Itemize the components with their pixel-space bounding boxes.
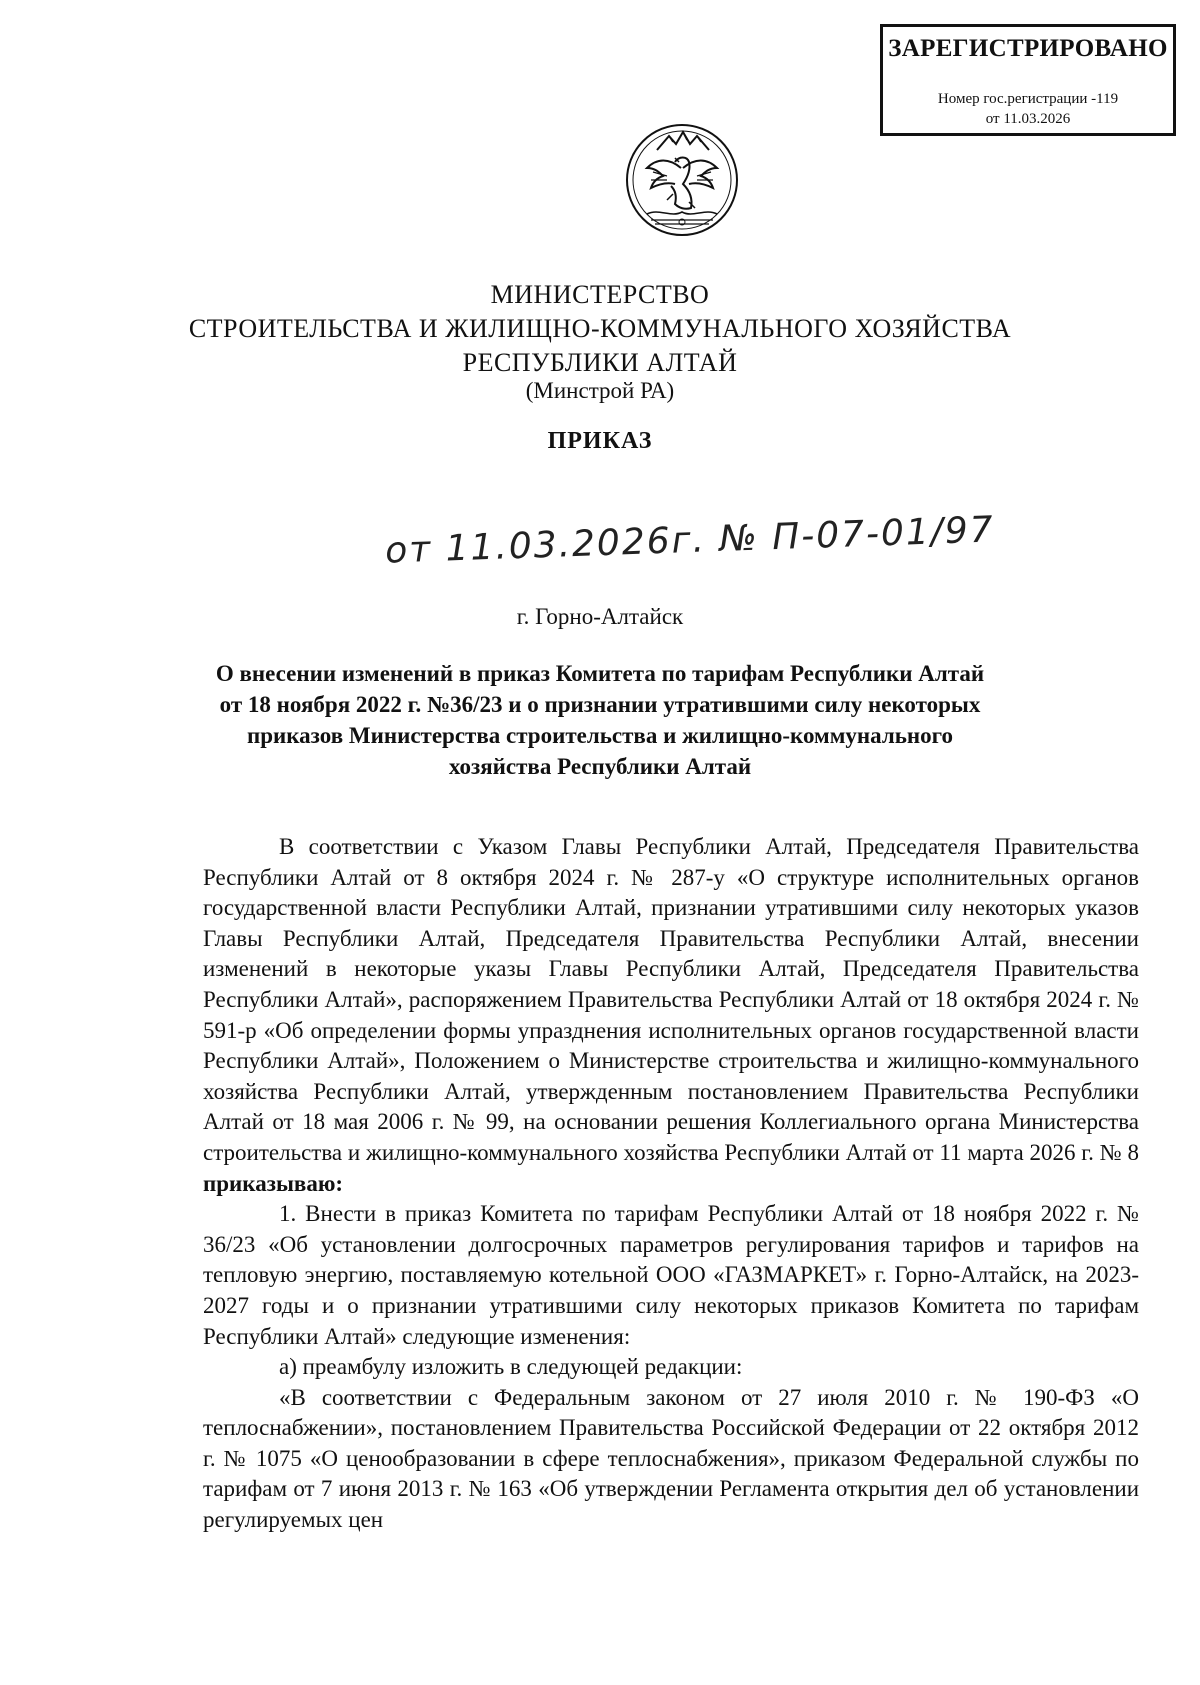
paragraph-item-a: а) преамбулу изложить в следующей редакции: bbox=[279, 1354, 743, 1380]
subject-line-4: хозяйства Республики Алтай bbox=[448, 754, 752, 779]
ministry-name bbox=[0, 278, 1200, 380]
preamble-text: В соответствии с Указом Главы Республики Алтай, Председателя Правительства Республики Алтай от 8 октября 2024 г. № 287-у «О структуре исполнительных органов государственной власти Республики Алтай, признании утратившими силу некоторых указов Главы Республики Алтай, Председателя Правительства Республики Алтай, внесении изменений в некоторые указы Главы Республики Алтай, Председателя Правительства Республики Алтай», распоряжением Правительства Республики Алтай от 18 октября 2024 г. № 591-р «Об определении формы упразднения исполнительных органов государственной власти Республики Алтай», Положением о Министерстве строительства и жилищно-коммунального хозяйства Республики Алтай, утвержденным постановлением Правительства Республики Алтай от 18 мая 2006 г. № 99, на основании решения Коллегиального органа Министерства строительства и жилищно-коммунального хозяйства Республики Алтай от 11 марта 2026 г. № 8 bbox=[203, 834, 1139, 1165]
stamp-reg-number: Номер гос.регистрации -119 bbox=[937, 91, 1119, 107]
subject-line-3: приказов Министерства строительства и жилищно-коммунального bbox=[246, 723, 954, 748]
stamp-title: ЗАРЕГИСТРИРОВАНО bbox=[888, 35, 1168, 62]
ministry-line-3: РЕСПУБЛИКИ АЛТАЙ bbox=[462, 348, 738, 377]
handwritten-date-number: от 11.03.2026г. № П-07-01/97 bbox=[384, 509, 996, 572]
document-body bbox=[203, 832, 1139, 1536]
order-word: приказываю: bbox=[203, 1170, 344, 1196]
registration-stamp bbox=[880, 24, 1176, 136]
document-subject bbox=[0, 658, 1200, 782]
ministry-abbreviation: (Минстрой РА) bbox=[525, 378, 675, 403]
document-type: ПРИКАЗ bbox=[547, 428, 653, 454]
paragraph-new-preamble: «В соответствии с Федеральным законом от 27 июля 2010 г. № 190-ФЗ «О теплоснабжении», постановлением Правительства Российской Федерации от 22 октября 2012 г. № 1075 «О ценообразовании в сфере теплоснабжения», приказом Федеральной службы по тарифам от 7 июня 2013 г. № 163 «Об утверждении Регламента открытия дел об установлении регулируемых цен bbox=[203, 1384, 1139, 1533]
ministry-line-1: МИНИСТЕРСТВО bbox=[490, 280, 710, 309]
stamp-reg-date: от 11.03.2026 bbox=[985, 111, 1071, 127]
paragraph-item-1: 1. Внести в приказ Комитета по тарифам Республики Алтай от 18 ноября 2022 г. № 36/23 «Об установлении долгосрочных параметров регулирования тарифов и тарифов на тепловую энергию, поставляемую котельной ООО «ГАЗМАРКЕТ» г. Горно-Алтайск, на 2023-2027 годы и о признании утратившими силу некоторых приказов Комитета по тарифам Республики Алтай» следующие изменения: bbox=[203, 1201, 1139, 1349]
coat-of-arms-icon bbox=[623, 118, 741, 248]
paragraph-preamble bbox=[203, 832, 1139, 1199]
subject-line-2: от 18 ноября 2022 г. №36/23 и о признании утратившими силу некоторых bbox=[219, 692, 981, 717]
city: г. Горно-Алтайск bbox=[516, 604, 684, 629]
ministry-line-2: СТРОИТЕЛЬСТВА И ЖИЛИЩНО-КОММУНАЛЬНОГО ХОЗЯЙСТВА bbox=[188, 314, 1012, 343]
subject-line-1: О внесении изменений в приказ Комитета по тарифам Республики Алтай bbox=[215, 661, 985, 686]
